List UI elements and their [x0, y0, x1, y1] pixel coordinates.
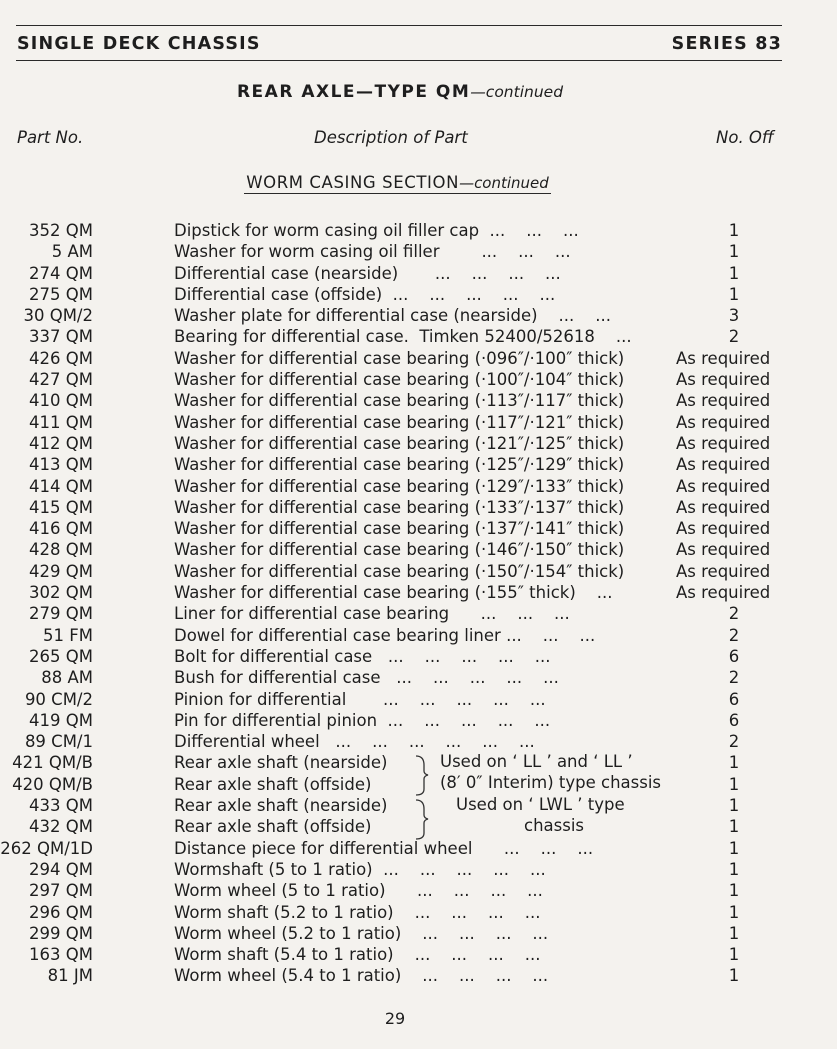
column-header-no-off: No. Off	[716, 128, 774, 147]
part-number: 90 CM/2	[24, 689, 93, 709]
part-description: Distance piece for differential wheel ... ... ...	[174, 838, 594, 858]
part-description: Washer for differential case bearing (·096″/·100″ thick)	[174, 348, 625, 368]
section-continued: —continued	[459, 174, 549, 192]
table-row	[0, 454, 837, 475]
title-main: REAR AXLE—TYPE QM	[236, 82, 471, 102]
table-row	[0, 390, 837, 411]
table-row	[0, 518, 837, 539]
table-row	[0, 263, 837, 284]
header-rule	[16, 60, 782, 61]
table-row	[0, 689, 837, 710]
table-row	[0, 539, 837, 560]
quantity: As required	[676, 476, 771, 496]
table-row	[0, 625, 837, 646]
part-description: Bush for differential case ... ... ... ... ...	[174, 668, 559, 688]
part-number: 421 QM/B	[12, 753, 93, 773]
quantity: 1	[728, 796, 740, 816]
brace-ll	[416, 756, 428, 795]
part-description: Worm wheel (5.2 to 1 ratio) ... ... ... ...	[174, 923, 549, 943]
part-number: 432 QM	[29, 817, 93, 837]
part-number: 163 QM	[29, 945, 93, 965]
quantity: As required	[676, 497, 771, 517]
table-row	[0, 497, 837, 518]
page-title	[0, 82, 800, 102]
note-ll-line1: Used on ‘ LL ’ and ‘ LL ’	[440, 752, 633, 771]
part-description: Bolt for differential case ... ... ... ... ...	[174, 646, 551, 666]
part-description: Washer for worm casing oil filler ... ... ...	[174, 242, 571, 262]
section-heading	[0, 173, 795, 194]
quantity: 2	[728, 604, 740, 624]
part-description: Washer for differential case bearing (·137″/·141″ thick)	[174, 519, 625, 539]
part-number: 299 QM	[29, 923, 93, 943]
part-number: 412 QM	[29, 433, 93, 453]
running-header-left: SINGLE DECK CHASSIS	[17, 34, 261, 54]
table-row	[0, 220, 837, 241]
table-row	[0, 646, 837, 667]
quantity: 1	[728, 945, 740, 965]
quantity: 6	[728, 646, 740, 666]
part-number: 5 AM	[51, 242, 93, 262]
table-row	[0, 326, 837, 347]
part-description: Washer for differential case bearing (·121″/·125″ thick)	[174, 433, 625, 453]
part-number: 294 QM	[29, 859, 93, 879]
quantity: As required	[676, 370, 771, 390]
part-number: 274 QM	[29, 263, 93, 283]
part-number: 275 QM	[29, 284, 93, 304]
part-number: 429 QM	[29, 561, 93, 581]
part-description: Washer for differential case bearing (·155″ thick) ...	[174, 583, 613, 603]
part-number: 414 QM	[29, 476, 93, 496]
quantity: 2	[728, 668, 740, 688]
part-description: Worm wheel (5.4 to 1 ratio) ... ... ... ...	[174, 966, 549, 986]
table-row	[0, 305, 837, 326]
quantity: As required	[676, 433, 771, 453]
part-number: 427 QM	[29, 370, 93, 390]
part-description: Washer for differential case bearing (·133″/·137″ thick)	[174, 497, 625, 517]
quantity: 1	[728, 753, 740, 773]
quantity: As required	[676, 391, 771, 411]
note-lwl-line2: chassis	[524, 816, 585, 835]
note-ll-line2: (8′ 0″ Interim) type chassis	[440, 773, 662, 792]
parts-list	[0, 220, 837, 987]
part-number: 88 AM	[41, 668, 93, 688]
part-description: Washer for differential case bearing (·113″/·117″ thick)	[174, 391, 625, 411]
part-description: Washer for differential case bearing (·129″/·133″ thick)	[174, 476, 625, 496]
table-row	[0, 880, 837, 901]
quantity: 1	[728, 838, 740, 858]
table-row	[0, 476, 837, 497]
table-row	[0, 582, 837, 603]
quantity: 6	[728, 689, 740, 709]
quantity: 2	[728, 625, 740, 645]
part-description: Worm shaft (5.2 to 1 ratio) ... ... ... ...	[174, 902, 541, 922]
part-number: 297 QM	[29, 881, 93, 901]
part-number: 413 QM	[29, 455, 93, 475]
part-number: 426 QM	[29, 348, 93, 368]
title-continued: —continued	[470, 83, 564, 101]
table-row	[0, 284, 837, 305]
table-row	[0, 667, 837, 688]
part-description: Bearing for differential case. Timken 52400/52618 ...	[174, 327, 632, 347]
section-name: WORM CASING SECTION	[246, 173, 460, 192]
quantity: 1	[728, 902, 740, 922]
part-number: 89 CM/1	[24, 732, 93, 752]
top-rule	[16, 25, 782, 26]
part-number: 337 QM	[29, 327, 93, 347]
quantity: As required	[676, 540, 771, 560]
column-header-part-no: Part No.	[17, 128, 84, 147]
quantity: As required	[676, 561, 771, 581]
part-number: 296 QM	[29, 902, 93, 922]
brace-lwl	[416, 800, 428, 839]
quantity: As required	[676, 455, 771, 475]
quantity: As required	[676, 348, 771, 368]
quantity: As required	[676, 412, 771, 432]
part-number: 416 QM	[29, 519, 93, 539]
table-row	[0, 369, 837, 390]
part-description: Differential case (offside) ... ... ... ... ...	[174, 284, 556, 304]
quantity: As required	[676, 583, 771, 603]
part-number: 433 QM	[29, 796, 93, 816]
part-number: 262 QM/1D	[0, 838, 93, 858]
table-row	[0, 859, 837, 880]
note-lwl-line1: Used on ‘ LWL ’ type	[456, 795, 625, 814]
part-description: Dowel for differential case bearing liner ... ... ...	[174, 625, 596, 645]
part-description: Washer for differential case bearing (·146″/·150″ thick)	[174, 540, 625, 560]
table-row	[0, 965, 837, 986]
table-row	[0, 348, 837, 369]
quantity: As required	[676, 519, 771, 539]
part-description: Washer for differential case bearing (·100″/·104″ thick)	[174, 370, 625, 390]
brace-marks	[408, 753, 438, 843]
part-description: Worm wheel (5 to 1 ratio) ... ... ... ...	[174, 881, 543, 901]
part-description: Washer plate for differential case (nearside) ... ...	[174, 306, 611, 326]
table-row	[0, 561, 837, 582]
table-row	[0, 412, 837, 433]
part-description: Differential case (nearside) ... ... ... ...	[174, 263, 561, 283]
table-row	[0, 241, 837, 262]
quantity: 1	[728, 221, 740, 240]
table-row	[0, 731, 837, 752]
table-row	[0, 902, 837, 923]
quantity: 1	[728, 859, 740, 879]
part-number: 415 QM	[29, 497, 93, 517]
quantity: 1	[728, 817, 740, 837]
part-number: 410 QM	[29, 391, 93, 411]
part-description: Rear axle shaft (offside)	[174, 774, 372, 794]
quantity: 1	[728, 284, 740, 304]
quantity: 1	[728, 881, 740, 901]
part-description: Differential wheel ... ... ... ... ... ...	[174, 732, 535, 752]
running-header-right: SERIES 83	[671, 34, 782, 54]
part-number: 302 QM	[29, 583, 93, 603]
part-description: Pinion for differential ... ... ... ... ...	[174, 689, 546, 709]
part-description: Worm shaft (5.4 to 1 ratio) ... ... ... ...	[174, 945, 541, 965]
column-header-description: Description of Part	[314, 128, 468, 147]
quantity: 1	[728, 923, 740, 943]
part-description: Rear axle shaft (nearside)	[174, 753, 388, 773]
quantity: 2	[728, 732, 740, 752]
table-row	[0, 433, 837, 454]
part-number: 279 QM	[29, 604, 93, 624]
quantity: 2	[728, 327, 740, 347]
part-number: 411 QM	[29, 412, 93, 432]
part-number: 265 QM	[29, 646, 93, 666]
part-description: Washer for differential case bearing (·125″/·129″ thick)	[174, 455, 625, 475]
part-description: Dipstick for worm casing oil filler cap ... ... ...	[174, 221, 579, 240]
part-description: Pin for differential pinion ... ... ... ... ...	[174, 710, 551, 730]
part-number: 352 QM	[29, 221, 93, 240]
part-number: 81 JM	[47, 966, 93, 986]
part-number: 51 FM	[43, 625, 93, 645]
part-description: Washer for differential case bearing (·150″/·154″ thick)	[174, 561, 625, 581]
table-row	[0, 923, 837, 944]
quantity: 1	[728, 263, 740, 283]
table-row	[0, 603, 837, 624]
part-number: 428 QM	[29, 540, 93, 560]
table-row	[0, 944, 837, 965]
table-row	[0, 710, 837, 731]
part-description: Rear axle shaft (nearside)	[174, 796, 388, 816]
quantity: 1	[728, 242, 740, 262]
part-number: 420 QM/B	[12, 774, 93, 794]
quantity: 1	[728, 774, 740, 794]
part-description: Liner for differential case bearing ... ... ...	[174, 604, 570, 624]
quantity: 6	[728, 710, 740, 730]
quantity: 1	[728, 966, 740, 986]
quantity: 3	[728, 306, 740, 326]
part-number: 419 QM	[29, 710, 93, 730]
part-number: 30 QM/2	[23, 306, 93, 326]
page-number: 29	[384, 1009, 406, 1028]
part-description: Wormshaft (5 to 1 ratio) ... ... ... ... ...	[174, 859, 546, 879]
part-description: Washer for differential case bearing (·117″/·121″ thick)	[174, 412, 625, 432]
part-description: Rear axle shaft (offside)	[174, 817, 372, 837]
